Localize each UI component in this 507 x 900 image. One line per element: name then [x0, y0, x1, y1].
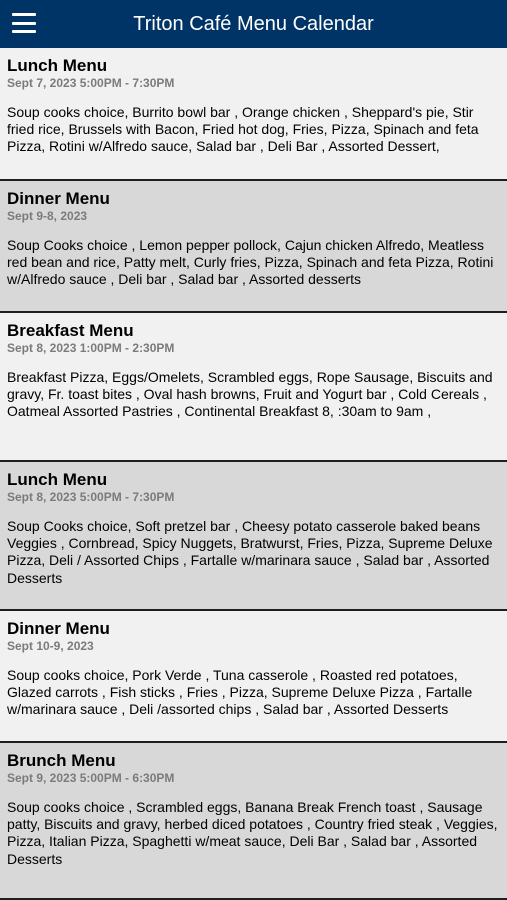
menu-card[interactable]	[0, 743, 507, 900]
menu-card[interactable]	[0, 611, 507, 743]
menu-card-date: Sept 8, 2023 1:00PM - 2:30PM	[7, 341, 175, 355]
menu-card[interactable]	[0, 48, 507, 181]
menu-list	[0, 48, 507, 900]
menu-card[interactable]	[0, 313, 507, 462]
menu-card-title: Lunch Menu	[7, 56, 108, 75]
menu-card-date: Sept 10-9, 2023	[7, 639, 94, 653]
app-header	[0, 0, 507, 48]
menu-card-items: Soup cooks choice, Pork Verde , Tuna casserole , Roasted red potatoes, Glazed carrots , Fish sticks , Fries , Pizza, Supreme Deluxe Pizza , Fartalle w/marinara sauce , Deli /assorted chips , Salad bar , Assorted Desserts	[7, 667, 473, 718]
menu-card-title: Lunch Menu	[7, 470, 108, 489]
menu-card-items: Soup cooks choice , Scrambled eggs, Banana Break French toast , Sausage patty, Biscuits and gravy, herbed diced potatoes , Country fried steak , Veggies, Pizza, Italian Pizza, Spaghetti w/meat sauce, Deli Bar , Salad bar , Assorted Desserts	[7, 799, 498, 867]
hamburger-menu-icon[interactable]	[12, 13, 36, 33]
menu-card-title: Dinner Menu	[7, 189, 110, 208]
menu-card[interactable]	[0, 181, 507, 313]
menu-card-date: Sept 8, 2023 5:00PM - 7:30PM	[7, 490, 175, 504]
menu-card-title: Dinner Menu	[7, 619, 110, 638]
menu-card-title: Breakfast Menu	[7, 321, 134, 340]
menu-card-date: Sept 7, 2023 5:00PM - 7:30PM	[7, 76, 175, 90]
menu-card-title: Brunch Menu	[7, 751, 116, 770]
menu-card-items: Soup Cooks choice, Soft pretzel bar , Cheesy potato casserole baked beans Veggies , Cornbread, Spicy Nuggets, Bratwurst, Fries, Pizza, Supreme Deluxe Pizza, Deli / Assorted Chips , Fartalle w/marinara sauce , Salad bar , Assorted Desserts	[7, 518, 493, 586]
menu-card-items: Soup Cooks choice , Lemon pepper pollock, Cajun chicken Alfredo, Meatless red bean and rice, Patty melt, Curly fries, Pizza, Spinach and feta Pizza, Rotini w/Alfredo sauce , Deli bar , Salad bar , Assorted desserts	[7, 237, 494, 288]
page-title: Triton Café Menu Calendar	[133, 12, 374, 35]
menu-card-date: Sept 9-8, 2023	[7, 209, 88, 223]
menu-card-items: Soup cooks choice, Burrito bowl bar , Orange chicken , Sheppard's pie, Stir fried rice, Brussels with Bacon, Fried hot dog, Fries, Pizza, Spinach and feta Pizza, Rotini w/Alfredo sauce, Salad bar , Deli Bar , Assorted Dessert,	[7, 104, 479, 155]
menu-card[interactable]	[0, 462, 507, 611]
menu-card-date: Sept 9, 2023 5:00PM - 6:30PM	[7, 771, 175, 785]
menu-card-items: Breakfast Pizza, Eggs/Omelets, Scrambled eggs, Rope Sausage, Biscuits and gravy, Fr. toast bites , Oval hash browns, Fruit and Yogurt bar , Cold Cereals , Oatmeal Assorted Pastries , Continental Breakfast 8, :30am to 9am ,	[7, 369, 493, 420]
